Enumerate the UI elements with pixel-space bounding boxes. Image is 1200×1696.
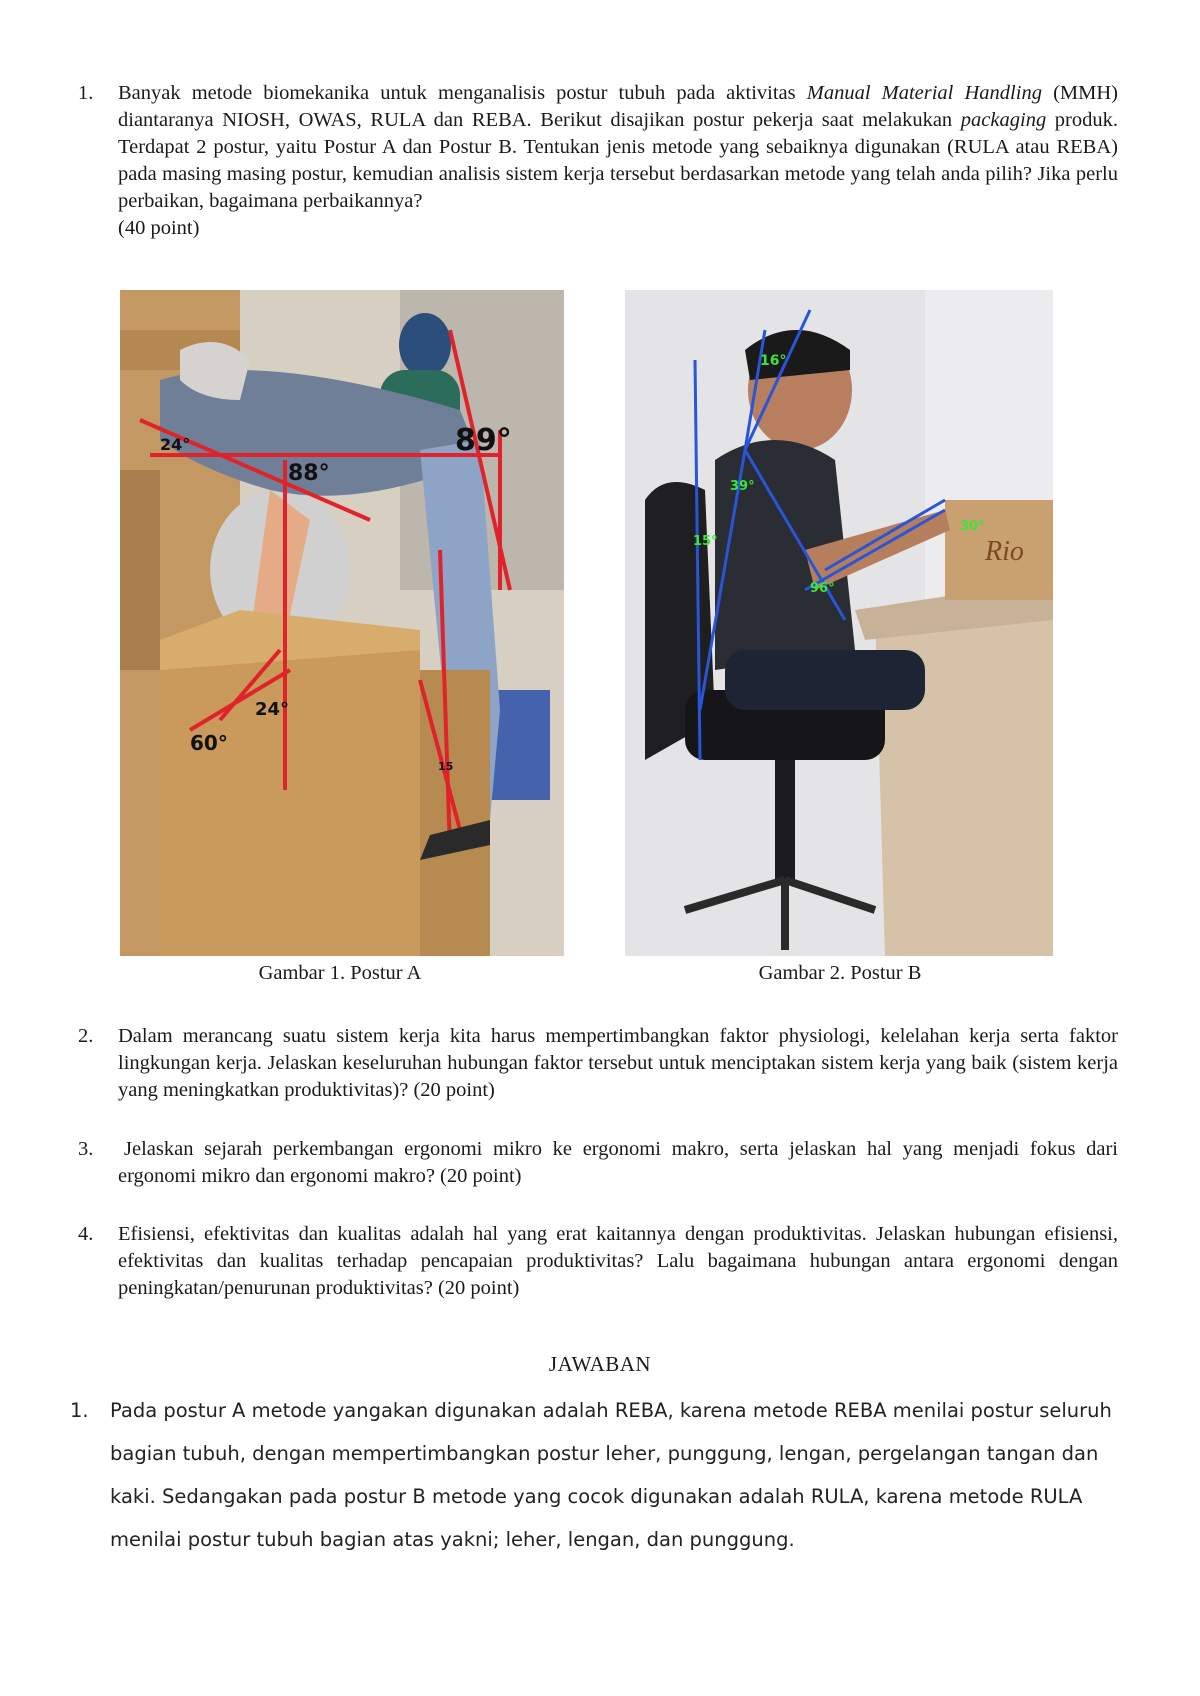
question-text: (MMH) diantaranya NIOSH, OWAS, RULA dan REBA. Berikut disajikan postur pekerja saat melakukan bbox=[118, 82, 1118, 131]
angle-label: 24° bbox=[255, 699, 290, 720]
figure-posture-a bbox=[120, 290, 564, 956]
figure-posture-b bbox=[625, 290, 1053, 956]
posture-a-photo bbox=[120, 290, 564, 956]
angle-label: 16° bbox=[760, 353, 787, 369]
question-number: 4. bbox=[78, 1223, 94, 1245]
question-text: Jelaskan sejarah perkembangan ergonomi mikro ke ergonomi makro, serta jelaskan hal yang menjadi fokus dari ergonomi mikro dan ergonomi makro? (20 point) bbox=[118, 1138, 1118, 1187]
answer-number: 1. bbox=[70, 1399, 89, 1422]
question-text: Efisiensi, efektivitas dan kualitas adalah hal yang erat kaitannya dengan produktivitas. Jelaskan hubungan efisiensi, efektivitas dan kualitas terhadap pencapaian produktivitas? Lalu bagaimana hubungan antara ergonomi dengan peningkatan/penurunan produktivitas? (20 point) bbox=[118, 1223, 1118, 1299]
box-label: Rio bbox=[985, 536, 1024, 567]
answer-heading: JAWABAN bbox=[548, 1352, 652, 1376]
question-4 bbox=[78, 1221, 1118, 1302]
question-term-packaging: packaging bbox=[960, 109, 1047, 131]
question-number: 1. bbox=[78, 82, 94, 104]
question-3 bbox=[78, 1136, 1118, 1190]
question-points: (40 point) bbox=[118, 217, 200, 239]
angle-label: 88° bbox=[288, 461, 330, 486]
angle-label: 89° bbox=[455, 423, 512, 458]
question-text: Banyak metode biomekanika untuk menganalisis postur tubuh pada aktivitas bbox=[118, 82, 807, 104]
question-text: Dalam merancang suatu sistem kerja kita harus mempertimbangkan faktor physiologi, kelelahan kerja serta faktor lingkungan kerja. Jelaskan keseluruhan hubungan faktor tersebut untuk menciptakan sistem kerja yang baik (sistem kerja yang meningkatkan produktivitas)? (20 point) bbox=[118, 1025, 1118, 1101]
answer-text: Pada postur A metode yangakan digunakan adalah REBA, karena metode REBA menilai postur seluruh bagian tubuh, dengan mempertimbangkan postur leher, punggung, lengan, pergelangan tangan dan kaki. Sedangakan pada postur B metode yang cocok digunakan adalah RULA, karena metode RULA menilai postur tubuh bagian atas yakni; leher, lengan, dan punggung. bbox=[110, 1399, 1112, 1551]
angle-label: 60° bbox=[190, 731, 228, 755]
caption-figure-b: Gambar 2. Postur B bbox=[758, 962, 922, 984]
angle-label: 24° bbox=[160, 435, 191, 454]
angle-label: 30° bbox=[960, 519, 985, 534]
question-number: 3. bbox=[78, 1138, 94, 1160]
angle-label: 39° bbox=[730, 479, 755, 494]
angle-label: 96° bbox=[810, 581, 835, 596]
question-2 bbox=[78, 1023, 1118, 1104]
question-term-mmh: Manual Material Handling bbox=[806, 82, 1042, 104]
posture-b-photo bbox=[625, 290, 1053, 956]
question-1 bbox=[78, 80, 1118, 242]
question-number: 2. bbox=[78, 1025, 94, 1047]
caption-figure-a: Gambar 1. Postur A bbox=[258, 962, 422, 984]
angle-label: 15 bbox=[438, 760, 454, 773]
angle-label: 15° bbox=[693, 534, 718, 549]
answer-1 bbox=[70, 1389, 1130, 1561]
question-text: produk. Terdapat 2 postur, yaitu Postur A dan Postur B. Tentukan jenis metode yang sebaiknya digunakan (RULA atau REBA) pada masing masing postur, kemudian analisis sistem kerja tersebut berdasarkan metode yang telah anda pilih? Jika perlu perbaikan, bagaimana perbaikannya? bbox=[118, 109, 1119, 212]
